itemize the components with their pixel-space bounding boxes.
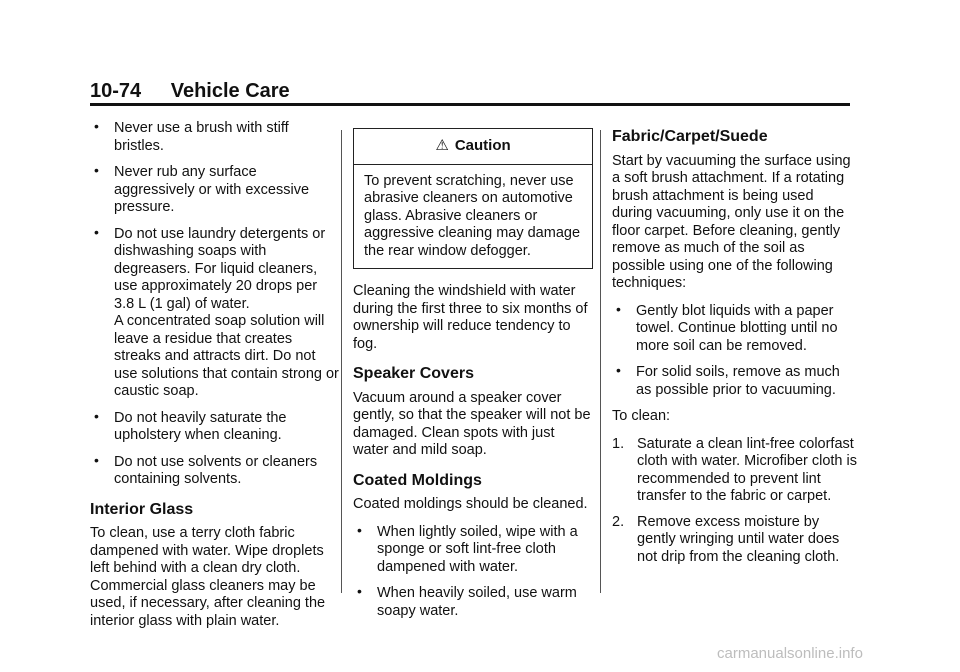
- bullet-icon: •: [94, 407, 99, 424]
- section-title: Vehicle Care: [170, 80, 290, 102]
- list-item: • Never use a brush with stiff bristles.: [94, 118, 289, 154]
- bullet-icon: •: [94, 223, 99, 240]
- page-number: 10-74: [90, 80, 142, 102]
- speaker-covers-heading: Speaker Covers: [353, 365, 474, 382]
- column-1: [90, 120, 340, 640]
- speaker-covers-text: Vacuum around a speaker cover gently, so that the speaker will not be damaged. Clean spots with just water and mild soap.: [353, 389, 591, 458]
- page-header: [90, 80, 290, 103]
- column-divider: [341, 130, 342, 593]
- fabric-techniques-list: [612, 300, 857, 400]
- bullet-extra: A concentrated soap solution will leave a residue that creates streaks and attracts dirt. Do not use solutions that contain strong or caustic soap.: [114, 313, 339, 399]
- list-item: • For solid soils, remove as much as possible prior to vacuuming.: [616, 362, 840, 398]
- interior-glass-text: To clean, use a terry cloth fabric dampened with water. Wipe droplets left behind with a clean dry cloth. Commercial glass cleaners may be used, if necessary, after cleaning the interior glass with plain water.: [90, 525, 326, 629]
- column-divider: [600, 130, 601, 593]
- bullet-icon: •: [94, 118, 99, 134]
- caution-title: Caution: [454, 137, 511, 154]
- bullet-icon: •: [616, 300, 621, 317]
- to-clean-label: To clean:: [612, 408, 671, 424]
- list-item: • Do not use laundry detergents or dishwashing soaps with degreasers. For liquid cleaners, use approximately 20 drops per 3.8 L (1 gal) of water. A concentrated soap solution will leave a residue that creates streaks and attracts dirt. Do not use solutions that contain strong or caustic soap.: [94, 223, 339, 399]
- cleaning-steps: [612, 436, 857, 567]
- list-item: • When heavily soiled, use warm soapy water.: [357, 583, 577, 619]
- caution-header: [354, 129, 592, 165]
- windshield-text: Cleaning the windshield with water during the first three to six months of ownership will reduce tendency to fog.: [353, 283, 588, 352]
- list-item: • Do not heavily saturate the upholstery when cleaning.: [94, 407, 287, 443]
- moldings-list: [353, 521, 593, 621]
- column-2: [353, 120, 593, 629]
- watermark: carmanualsonline.info: [717, 645, 863, 662]
- coated-moldings-text: Coated moldings should be cleaned.: [353, 496, 588, 512]
- list-item: • Gently blot liquids with a paper towel. Continue blotting until no more soil can be removed.: [616, 300, 838, 354]
- interior-glass-heading: Interior Glass: [90, 500, 194, 518]
- bullet-icon: •: [357, 521, 362, 538]
- bullet-icon: •: [357, 583, 362, 599]
- list-item: 2. Remove excess moisture by gently wringing until water does not drip from the cleaning cloth.: [612, 513, 840, 565]
- caution-text: To prevent scratching, never use abrasive cleaners on automotive glass. Abrasive cleaners or aggressive cleaning may damage the rear window defogger.: [364, 172, 581, 259]
- warning-triangle-icon: ⚠: [435, 137, 449, 154]
- caution-box: [353, 128, 593, 269]
- list-item: • When lightly soiled, wipe with a sponge or soft lint-free cloth dampened with water.: [357, 521, 578, 575]
- bullet-icon: •: [94, 451, 99, 468]
- list-item: • Do not use solvents or cleaners containing solvents.: [94, 451, 318, 487]
- cleaning-precautions-list: [90, 120, 340, 489]
- fabric-intro: Start by vacuuming the surface using a soft brush attachment. If a rotating brush attachment is being used during vacuuming, only use it on the floor carpet. Before cleaning, gently remove as much of the soil as possible using one of the following techniques:: [612, 152, 851, 291]
- list-item: 1. Saturate a clean lint-free colorfast cloth with water. Microfiber cloth is recommended to prevent lint transfer to the fabric or carpet.: [612, 435, 857, 504]
- coated-moldings-heading: Coated Moldings: [353, 471, 482, 489]
- list-item: • Never rub any surface aggressively or with excessive pressure.: [94, 162, 310, 215]
- bullet-icon: •: [616, 362, 621, 378]
- column-3: [612, 120, 857, 574]
- bullet-icon: •: [94, 162, 99, 178]
- fabric-heading: Fabric/Carpet/Suede: [612, 128, 768, 145]
- header-rule: [90, 103, 850, 106]
